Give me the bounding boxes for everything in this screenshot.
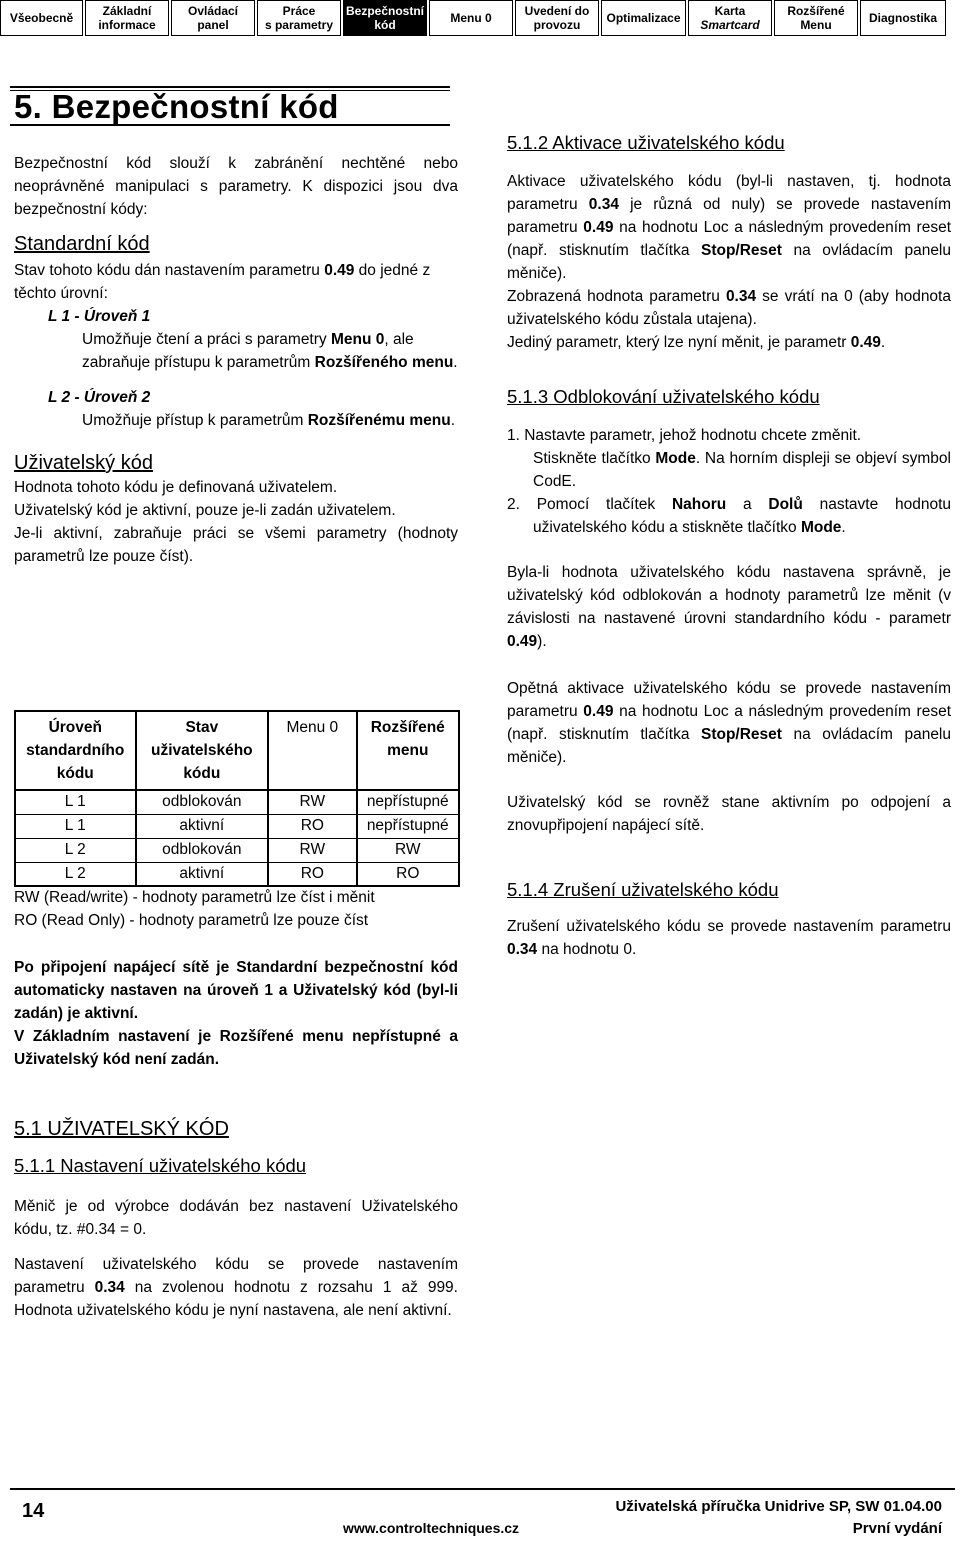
level2-text: Umožňuje přístup k parametrům Rozšířenému menu. xyxy=(82,412,455,429)
step-1-detail: Stiskněte tlačítko Mode. Na horním displeji se objeví symbol CodE. xyxy=(533,450,951,490)
heading-5-1: 5.1 UŽIVATELSKÝ KÓD xyxy=(14,1118,229,1140)
table-row xyxy=(15,838,459,862)
section-nav xyxy=(0,0,960,36)
tab-diagnostika[interactable]: Diagnostika xyxy=(860,0,946,36)
tab-menu-0[interactable]: Menu 0 xyxy=(429,0,513,36)
table-cell: nepřístupné xyxy=(357,814,459,838)
table-cell: RW xyxy=(268,838,356,862)
table-cell: aktivní xyxy=(136,862,269,886)
table-row xyxy=(15,814,459,838)
table-header-menu-0: Menu 0 xyxy=(268,711,356,790)
table-row xyxy=(15,790,459,814)
section-5-1 xyxy=(14,1115,458,1322)
power-cycle-text: Uživatelský kód se rovněž stane aktivním po odpojení a znovupřipojení napájecí sítě. xyxy=(507,794,951,834)
tab-uvedeni-do-provozu[interactable]: Uvedení do provozu xyxy=(515,0,599,36)
left-column xyxy=(14,152,458,568)
step-1-text: 1. Nastavte parametr, jehož hodnotu chcete změnit. xyxy=(507,427,862,444)
table-cell: RW xyxy=(268,790,356,814)
heading-5-1-2: 5.1.2 Aktivace uživatelského kódu xyxy=(507,132,785,153)
heading-5-1-4: 5.1.4 Zrušení uživatelského kódu xyxy=(507,879,779,900)
right-column xyxy=(507,130,951,961)
heading-user-code: Uživatelský kód xyxy=(14,452,153,474)
bold-notes xyxy=(14,956,458,1071)
section-5-1-1-p1: Měnič je od výrobce dodáván bez nastavení Uživatelského kódu, tz. #0.34 = 0. xyxy=(14,1198,458,1238)
tab-optimalizace[interactable]: Optimalizace xyxy=(601,0,686,36)
table-cell: L 2 xyxy=(15,862,136,886)
tab-zakladni-informace[interactable]: Základní informace xyxy=(85,0,169,36)
table-cell: L 1 xyxy=(15,814,136,838)
heading-5-1-3: 5.1.3 Odblokování uživatelského kódu xyxy=(507,386,820,407)
security-level-table xyxy=(14,710,460,887)
table-cell: RO xyxy=(357,862,459,886)
table-legend xyxy=(14,886,458,932)
section-title: 5. Bezpečnostní kód xyxy=(14,88,339,125)
website-link[interactable]: www.controltechniques.cz xyxy=(343,1520,520,1536)
table-header-extended-menu: Rozšířené menu xyxy=(357,711,459,790)
tab-bezpecnostni-kod[interactable]: Bezpečnostní kód xyxy=(343,0,427,36)
table-header-standard-level: Úroveň standardního kódu xyxy=(15,711,136,790)
legend-ro: RO (Read Only) - hodnoty parametrů lze pouze číst xyxy=(14,912,369,929)
default-setting-note: V Základním nastavení je Rozšířené menu nepřístupné a Uživatelský kód není zadán. xyxy=(14,1028,458,1068)
intro-paragraph: Bezpečnostní kód slouží k zabránění nechtěné nebo neoprávněné manipulaci s parametry. K dispozici jsou dva bezpečnostní kódy: xyxy=(14,155,458,218)
user-code-p1: Hodnota tohoto kódu je definovaná uživatelem. xyxy=(14,479,338,496)
level1-text: Umožňuje čtení a práci s parametry Menu 0, ale zabraňuje přístupu k parametrům Rozšířeného menu. xyxy=(82,331,458,371)
section-5-1-1-p2: Nastavení uživatelského kódu se provede nastavením parametru 0.34 na zvolenou hodnotu z rozsahu 1 až 999. Hodnota uživatelského kódu je nyní nastavena, ale není aktivní. xyxy=(14,1256,458,1319)
footer-rule xyxy=(10,1488,955,1490)
power-on-note: Po připojení napájecí sítě je Standardní bezpečnostní kód automaticky nastaven na úroveň 1 a Uživatelský kód (byl-li zadán) je aktivní. xyxy=(14,959,458,1022)
table-cell: L 1 xyxy=(15,790,136,814)
table-cell: RW xyxy=(357,838,459,862)
step-2-text: 2. Pomocí tlačítek Nahoru a Dolů nastavte hodnotu uživatelského kódu a stiskněte tlačítko Mode. xyxy=(507,496,951,536)
unlock-result-text: Byla-li hodnota uživatelského kódu nastavena správně, je uživatelský kód odblokován a hodnoty parametrů lze měnit (v závislosti na nastavené úrovni standardního kódu - parametr 0.49). xyxy=(507,564,951,650)
heading-5-1-1: 5.1.1 Nastavení uživatelského kódu xyxy=(14,1155,307,1176)
legend-rw: RW (Read/write) - hodnoty parametrů lze číst i měnit xyxy=(14,889,375,906)
section-5-1-2-p3: Jediný parametr, který lze nyní měnit, je parametr 0.49. xyxy=(507,334,886,351)
standard-code-text: Stav tohoto kódu dán nastavením parametru 0.49 do jedné z těchto úrovní: xyxy=(14,262,431,302)
section-5-1-2-p2: Zobrazená hodnota parametru 0.34 se vrátí na 0 (aby hodnota uživatelského kódu zůstala utajena). xyxy=(507,288,951,328)
reactivation-text: Opětná aktivace uživatelského kódu se provede nastavením parametru 0.49 na hodnotu Loc a následným provedením reset (např. stisknutím tlačítka Stop/Reset na ovládacím panelu měniče). xyxy=(507,680,952,766)
heading-standard-code: Standardní kód xyxy=(14,233,150,255)
tab-rozsirene-menu[interactable]: Rozšířené Menu xyxy=(774,0,858,36)
edition-label: První vydání xyxy=(852,1520,942,1537)
table-cell: aktivní xyxy=(136,814,269,838)
page-number: 14 xyxy=(22,1500,45,1522)
table-cell: RO xyxy=(268,862,356,886)
section-5-1-2-p1: Aktivace uživatelského kódu (byl-li nastaven, tj. hodnota parametru 0.34 je různá od nuly) se provede nastavením parametru 0.49 na hodnotu Loc a následným provedením reset (např. stisknutím tlačítka Stop/Reset na ovládacím panelu měniče). xyxy=(507,173,952,282)
table-header-user-code-state: Stav uživatelského kódu xyxy=(136,711,269,790)
tab-prace-s-parametry[interactable]: Práce s parametry xyxy=(257,0,341,36)
table-cell: nepřístupné xyxy=(357,790,459,814)
tab-ovladaci-panel[interactable]: Ovládací panel xyxy=(171,0,255,36)
level2-heading: L 2 - Úroveň 2 xyxy=(48,389,151,406)
level1-heading: L 1 - Úroveň 1 xyxy=(48,308,151,325)
guide-title: Uživatelská příručka Unidrive SP, SW 01.04.00 xyxy=(615,1498,942,1515)
section-5-1-4-text: Zrušení uživatelského kódu se provede nastavením parametru 0.34 na hodnotu 0. xyxy=(507,918,951,958)
user-code-p2: Uživatelský kód je aktivní, pouze je-li zadán uživatelem. xyxy=(14,502,396,519)
table-cell: odblokován xyxy=(136,838,269,862)
table-cell: RO xyxy=(268,814,356,838)
tab-karta-smartcard[interactable]: Karta Smartcard xyxy=(688,0,772,36)
tab-vseobecne[interactable]: Všeobecně xyxy=(0,0,83,36)
table-row xyxy=(15,862,459,886)
table-cell: L 2 xyxy=(15,838,136,862)
table-cell: odblokován xyxy=(136,790,269,814)
user-code-p3: Je-li aktivní, zabraňuje práci se všemi parametry (hodnoty parametrů lze pouze číst). xyxy=(14,525,458,565)
